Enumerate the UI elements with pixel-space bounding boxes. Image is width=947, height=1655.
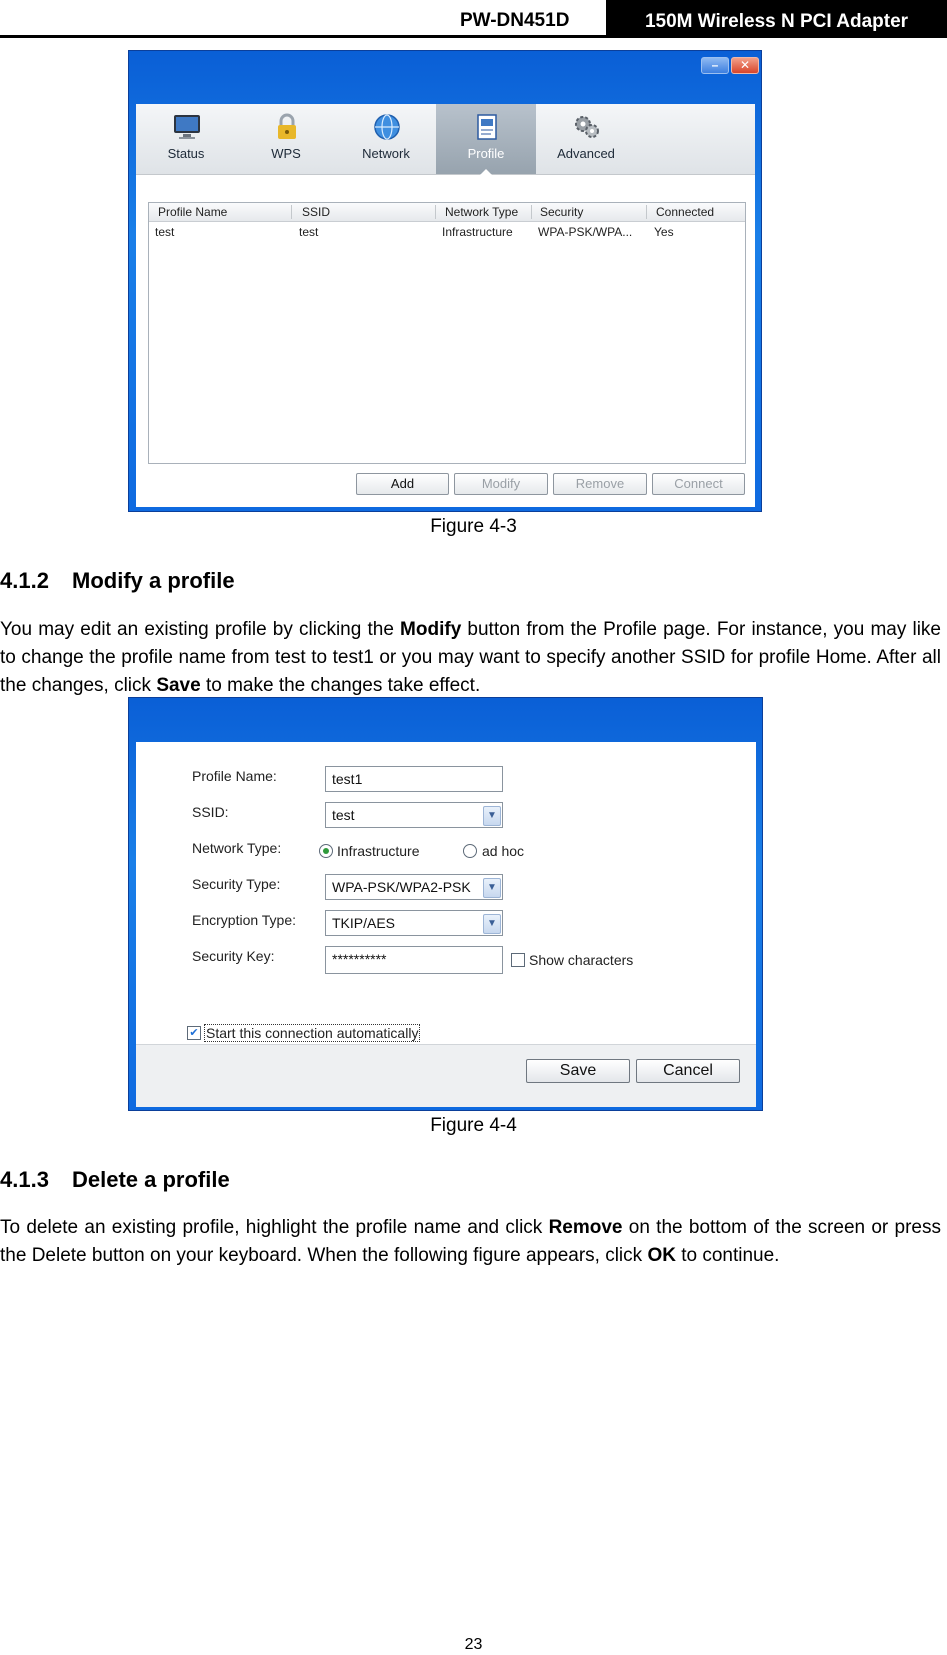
show-characters-checkbox[interactable] [511,953,525,967]
profile-icon [472,112,502,142]
tab-status-label: Status [167,146,205,161]
col-network-type[interactable]: Network Type [445,205,519,219]
tab-wps-label: WPS [271,146,301,161]
globe-icon [372,112,402,142]
para-text: on the bottom of the screen or press the Delete button on your keyboard. When the following figure appears, click [0,1217,941,1266]
para-bold-ok: OK [647,1245,676,1266]
tab-network[interactable] [336,104,436,174]
para-bold-modify: Modify [400,619,462,640]
section-412-number: 4.1.2 [0,568,49,593]
encryption-type-value: TKIP/AES [332,915,396,931]
add-button[interactable]: Add [356,473,449,495]
cancel-button[interactable]: Cancel [636,1059,740,1083]
profile-table [148,202,746,464]
col-connected[interactable]: Connected [656,205,715,219]
encryption-type-select[interactable] [325,910,503,936]
infrastructure-radio[interactable] [319,844,333,858]
cell-network-type: Infrastructure [442,225,513,239]
figure-4-3-caption: Figure 4-3 [430,516,517,537]
chevron-down-icon[interactable]: ▼ [483,878,501,898]
security-type-label: Security Type: [192,876,281,892]
para-text: to make the changes take effect. [200,675,481,696]
close-button[interactable]: ✕ [731,57,759,74]
encryption-type-label: Encryption Type: [192,912,297,928]
ssid-value: test [332,807,355,823]
start-auto-checkbox[interactable]: ✔ [187,1026,201,1040]
security-type-select[interactable] [325,874,503,900]
section-412-heading [0,568,235,594]
cell-connected: Yes [654,225,674,239]
remove-button[interactable]: Remove [553,473,647,495]
save-button[interactable]: Save [526,1059,630,1083]
cell-profile-name: test [155,225,175,239]
profile-name-input[interactable]: test1 [325,766,503,792]
tab-status[interactable] [136,104,236,174]
header-model: PW-DN451D [460,10,570,31]
security-key-input[interactable]: ********** [325,946,503,974]
infrastructure-label: Infrastructure [337,843,420,859]
section-413-title: Delete a profile [72,1167,230,1192]
ssid-select[interactable] [325,802,503,828]
col-ssid[interactable]: SSID [302,205,331,219]
modify-profile-window [128,697,763,1111]
para-text: You may edit an existing profile by clicking the [0,619,401,640]
tab-advanced-label: Advanced [557,146,615,161]
chevron-down-icon[interactable]: ▼ [483,914,501,934]
col-separator [531,205,532,219]
tab-profile[interactable] [436,104,536,174]
chevron-down-icon[interactable]: ▼ [483,806,501,826]
tab-wps[interactable] [236,104,336,174]
minimize-button[interactable]: – [701,57,729,74]
tab-bar [136,104,755,175]
security-key-label: Security Key: [192,948,275,964]
start-auto-label: Start this connection automatically [206,1025,419,1041]
section-412-paragraph [0,616,941,700]
network-type-label: Network Type: [192,840,282,856]
section-413-number: 4.1.3 [0,1167,49,1192]
page-number: 23 [464,1636,483,1653]
profile-window [128,50,762,512]
table-header [149,203,745,222]
tab-network-label: Network [362,146,410,161]
lock-icon [272,112,302,142]
section-413-heading [0,1167,230,1193]
col-separator [646,205,647,219]
para-bold-save: Save [156,675,201,696]
col-separator [291,205,292,219]
modify-profile-body [136,742,756,1105]
para-text: To delete an existing profile, highlight the profile name and click [0,1217,549,1238]
show-characters-label: Show characters [529,952,634,968]
dialog-footer [136,1044,756,1107]
active-tab-pointer [480,169,492,175]
tab-advanced[interactable] [536,104,636,174]
para-text: button from the Profile page. For instance, you may like to change the profile name from test to test1 or you may want to specify another SSID for profile Home. After all the changes, click [0,619,942,696]
col-security[interactable]: Security [540,205,584,219]
figure-4-4-caption: Figure 4-4 [430,1115,517,1136]
security-type-value: WPA-PSK/WPA2-PSK [332,879,471,895]
adhoc-label: ad hoc [482,843,525,859]
cell-security: WPA-PSK/WPA... [538,225,633,239]
para-text: to continue. [675,1245,780,1266]
page-header [0,0,947,40]
monitor-icon [172,112,202,142]
header-product: 150M Wireless N PCI Adapter [606,0,947,37]
col-separator [435,205,436,219]
header-rule [0,35,947,38]
ssid-label: SSID: [192,804,229,820]
profile-window-body [136,104,755,507]
para-bold-remove: Remove [548,1217,623,1238]
section-413-paragraph [0,1214,941,1270]
profile-name-label: Profile Name: [192,768,277,784]
modify-button[interactable]: Modify [454,473,548,495]
adhoc-radio[interactable] [463,844,477,858]
section-412-title: Modify a profile [72,568,235,593]
tab-profile-label: Profile [467,146,505,161]
connect-button[interactable]: Connect [652,473,745,495]
gears-icon [572,112,602,142]
col-profile-name[interactable]: Profile Name [158,205,228,219]
cell-ssid: test [299,225,319,239]
